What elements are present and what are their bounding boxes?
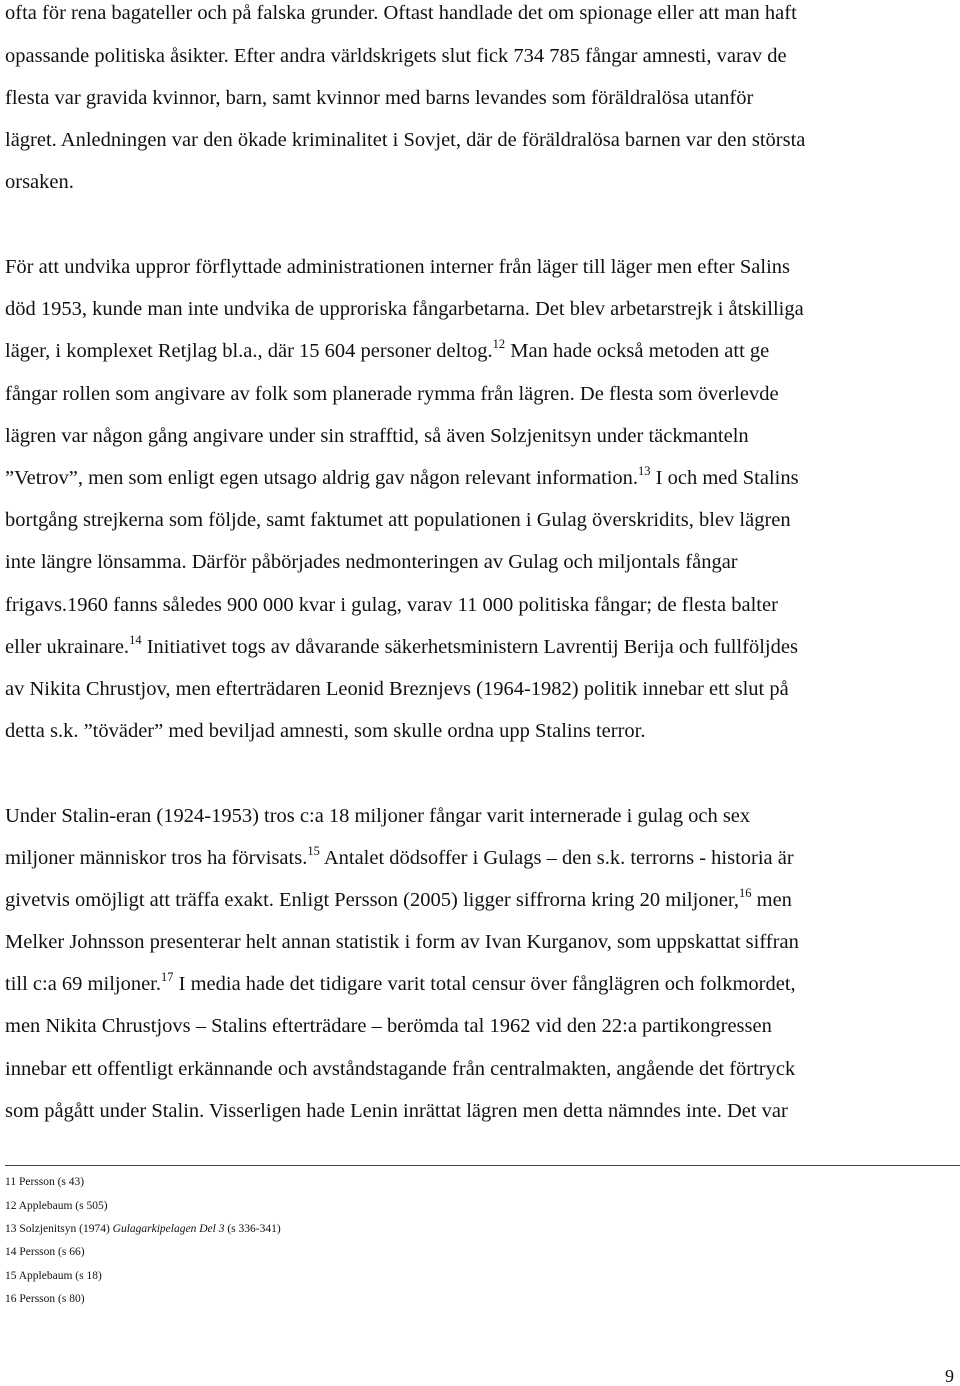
- footnote-ref-13[interactable]: 13: [638, 464, 651, 478]
- text-line: opassande politiska åsikter. Efter andra världskrigets slut fick 734 785 fångar amnesti, varav de: [5, 45, 787, 67]
- footnote-13: [5, 1222, 281, 1236]
- footnote-divider: [5, 1165, 960, 1166]
- text-run: givetvis omöjligt att träffa exakt. Enligt Persson (2005) ligger siffrorna kring 20 miljoner,: [5, 889, 740, 911]
- text-run: eller ukrainare.: [5, 636, 130, 658]
- text-line: bortgång strejkerna som följde, samt faktumet att populationen i Gulag överskridits, blev lägren: [5, 509, 791, 531]
- text-line: [5, 635, 798, 661]
- text-line: flesta var gravida kvinnor, barn, samt kvinnor med barns levandes som föräldralösa utanför: [5, 87, 754, 109]
- text-line: detta s.k. ”töväder” med beviljad amnesti, som skulle ordna upp Stalins terror.: [5, 720, 646, 742]
- text-run: I media hade det tidigare varit total censur över fånglägren och folkmordet,: [173, 973, 796, 995]
- text-line: lägren var någon gång angivare under sin strafftid, så även Solzjenitsyn under täckmanteln: [5, 425, 749, 447]
- text-run: Man hade också metoden att ge: [505, 340, 770, 362]
- text-run: miljoner människor tros ha förvisats.: [5, 847, 308, 869]
- text-line: frigavs.1960 fanns således 900 000 kvar i gulag, varav 11 000 politiska fångar; de flesta balter: [5, 594, 778, 616]
- footnote-16: 16 Persson (s 80): [5, 1293, 85, 1305]
- text-line: inte längre lönsamma. Därför påbörjades nedmonteringen av Gulag och miljontals fångar: [5, 551, 738, 573]
- footnote-15: 15 Applebaum (s 18): [5, 1270, 102, 1282]
- footnote-ref-16[interactable]: 16: [739, 886, 752, 900]
- text-line: orsaken.: [5, 171, 74, 193]
- footnote-12: 12 Applebaum (s 505): [5, 1200, 108, 1212]
- text-line: [5, 339, 769, 365]
- text-line: död 1953, kunde man inte undvika de upproriska fångarbetarna. Det blev arbetarstrejk i åtskilliga: [5, 298, 804, 320]
- footnote-text: (s 336-341): [224, 1223, 281, 1235]
- text-line: fångar rollen som angivare av folk som planerade rymma från lägren. De flesta som överlevde: [5, 383, 779, 405]
- text-run: till c:a 69 miljoner.: [5, 973, 162, 995]
- text-run: Antalet dödsoffer i Gulags – den s.k. terrorns - historia är: [319, 847, 794, 869]
- footnote-11: 11 Persson (s 43): [5, 1176, 85, 1188]
- text-line: av Nikita Chrustjov, men efterträdaren Leonid Breznjevs (1964-1982) politik innebar ett slut på: [5, 678, 789, 700]
- text-run: Initiativet togs av dåvarande säkerhetsministern Lavrentij Berija och fullföljdes: [141, 636, 798, 658]
- footnote-14: 14 Persson (s 66): [5, 1246, 85, 1258]
- book-title: Gulagarkipelagen Del 3: [112, 1223, 225, 1235]
- page-number: 9: [945, 1366, 954, 1386]
- text-line: [5, 466, 799, 492]
- footnote-text: 13 Solzjenitsyn (1974): [5, 1223, 113, 1235]
- footnote-ref-17[interactable]: 17: [161, 970, 174, 984]
- text-line: Melker Johnsson presenterar helt annan statistik i form av Ivan Kurganov, som uppskattat siffran: [5, 931, 799, 953]
- text-run: läger, i komplexet Retjlag bl.a., där 15 604 personer deltog.: [5, 340, 493, 362]
- text-line: ofta för rena bagateller och på falska grunder. Oftast handlade det om spionage eller att man haft: [5, 2, 797, 24]
- text-line: [5, 972, 796, 998]
- text-line: innebar ett offentligt erkännande och avståndstagande från centralmakten, angående det förtryck: [5, 1058, 796, 1080]
- footnote-ref-14[interactable]: 14: [129, 633, 142, 647]
- footnote-ref-15[interactable]: 15: [307, 844, 320, 858]
- footnote-ref-12[interactable]: 12: [492, 337, 506, 351]
- text-line: För att undvika uppror förflyttade administrationen interner från läger till läger men efter Salins: [5, 256, 791, 278]
- text-line: men Nikita Chrustjovs – Stalins efterträdare – berömda tal 1962 vid den 22:a partikongressen: [5, 1015, 772, 1037]
- text-line: Under Stalin-eran (1924-1953) tros c:a 18 miljoner fångar varit internerade i gulag och sex: [5, 805, 751, 827]
- text-run: I och med Stalins: [650, 467, 799, 489]
- text-line: lägret. Anledningen var den ökade kriminalitet i Sovjet, där de föräldralösa barnen var den största: [5, 129, 806, 151]
- text-run: ”Vetrov”, men som enligt egen utsago aldrig gav någon relevant information.: [5, 467, 639, 489]
- text-line: [5, 888, 792, 914]
- text-line: som pågått under Stalin. Visserligen hade Lenin inrättat lägren men detta nämndes inte. Det var: [5, 1100, 788, 1122]
- text-run: men: [751, 889, 792, 911]
- text-line: [5, 846, 794, 872]
